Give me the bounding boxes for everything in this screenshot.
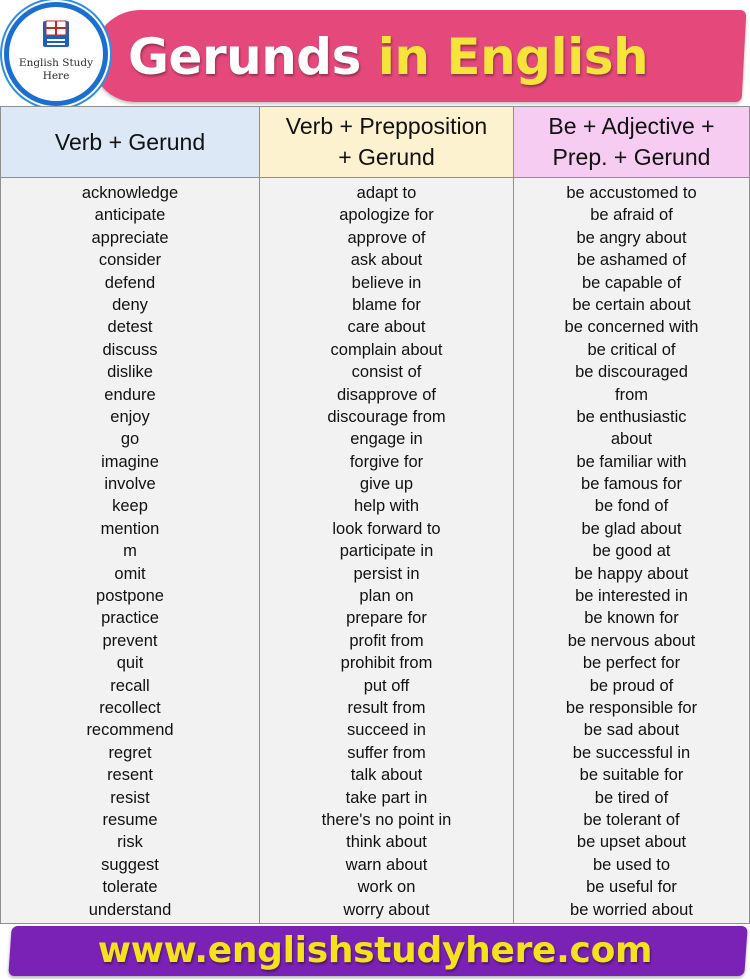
list-item: be familiar with	[576, 452, 687, 471]
list-item: resent	[107, 766, 153, 785]
list-item: discuss	[102, 340, 158, 359]
title-word-in-english: in English	[377, 28, 649, 86]
list-item: believe in	[351, 273, 422, 292]
list-item: prepare for	[346, 609, 427, 628]
list-item: dislike	[107, 363, 153, 382]
list-item: be critical of	[587, 340, 676, 359]
list-item: deny	[112, 295, 148, 314]
list-item: resume	[102, 810, 158, 829]
page-title	[128, 22, 648, 92]
website-link[interactable]: www.englishstudyhere.com	[97, 930, 653, 971]
list-item: be enthusiastic	[576, 407, 687, 426]
list-item: be good at	[592, 542, 671, 561]
column-heading	[1, 107, 259, 178]
list-item: be sad about	[583, 721, 680, 740]
list-item: disapprove of	[336, 385, 437, 404]
word-list	[514, 178, 749, 921]
list-item: be certain about	[572, 295, 691, 314]
site-logo[interactable]	[4, 2, 108, 106]
heading-line: Verb + Prepposition	[285, 113, 488, 139]
list-item: defend	[104, 273, 156, 292]
list-item: involve	[104, 475, 156, 494]
list-item: plan on	[359, 587, 414, 606]
list-item: work on	[357, 878, 416, 897]
column-heading	[514, 107, 749, 178]
list-item: appreciate	[91, 228, 169, 247]
list-item: be perfect for	[582, 654, 681, 673]
list-item: imagine	[101, 452, 159, 471]
list-item: mention	[100, 519, 160, 538]
list-item: resist	[110, 788, 150, 807]
list-item: persist in	[353, 564, 420, 583]
list-item: be used to	[592, 855, 671, 874]
column-verb-preposition-gerund	[260, 107, 514, 923]
list-item: be glad about	[581, 519, 682, 538]
list-item: be responsible for	[565, 698, 698, 717]
list-item: give up	[359, 475, 414, 494]
list-item: ask about	[350, 251, 423, 270]
list-item: about	[610, 430, 653, 449]
list-item: be successful in	[572, 743, 691, 762]
list-item: take part in	[345, 788, 428, 807]
list-item: prevent	[102, 631, 158, 650]
list-item: apologize for	[339, 206, 434, 225]
word-list	[260, 178, 513, 921]
heading-line: Verb + Gerund	[54, 128, 206, 155]
list-item: blame for	[352, 295, 421, 314]
book-icon	[40, 17, 74, 51]
header	[0, 0, 750, 106]
list-item: talk about	[350, 766, 423, 785]
list-item: help with	[353, 497, 420, 516]
heading-line: + Gerund	[338, 144, 435, 170]
list-item: quit	[116, 654, 144, 673]
word-list	[1, 178, 259, 921]
heading-line: Be + Adjective +	[548, 113, 715, 139]
list-item: be upset about	[576, 833, 687, 852]
list-item: be afraid of	[590, 206, 673, 225]
list-item: suggest	[101, 855, 159, 874]
list-item: be angry about	[576, 228, 687, 247]
list-item: engage in	[350, 430, 423, 449]
column-verb-gerund	[1, 107, 260, 923]
list-item: be interested in	[575, 587, 688, 606]
list-item: be famous for	[581, 475, 682, 494]
list-item: suffer from	[347, 743, 426, 762]
list-item: approve of	[347, 228, 426, 247]
list-item: be ashamed of	[576, 251, 687, 270]
list-item: be accustomed to	[566, 184, 697, 202]
list-item: be nervous about	[567, 631, 696, 650]
list-item: prohibit from	[340, 654, 433, 673]
list-item: be discouraged	[575, 363, 688, 382]
title-word-gerunds: Gerunds	[128, 28, 361, 86]
list-item: be suitable for	[579, 766, 684, 785]
list-item: look forward to	[332, 519, 441, 538]
list-item: there's no point in	[321, 810, 452, 829]
list-item: be useful for	[586, 878, 677, 897]
list-item: profit from	[349, 631, 424, 650]
list-item: be known for	[584, 609, 679, 628]
gerund-table	[0, 106, 750, 924]
list-item: understand	[88, 900, 172, 919]
list-item: put off	[363, 676, 410, 695]
list-item: complain about	[330, 340, 443, 359]
list-item: keep	[112, 497, 148, 516]
list-item: practice	[101, 609, 159, 628]
list-item: adapt to	[356, 184, 417, 202]
list-item: be concerned with	[564, 318, 699, 337]
list-item: be tired of	[594, 788, 669, 807]
list-item: be capable of	[581, 273, 682, 292]
list-item: forgive for	[349, 452, 424, 471]
list-item: warn about	[345, 855, 428, 874]
list-item: participate in	[339, 542, 434, 561]
list-item: endure	[104, 385, 156, 404]
list-item: be fond of	[594, 497, 669, 516]
list-item: think about	[346, 833, 427, 852]
list-item: risk	[117, 833, 143, 852]
list-item: m	[123, 542, 137, 561]
list-item: recollect	[99, 698, 161, 717]
list-item: anticipate	[94, 206, 166, 225]
list-item: omit	[114, 564, 146, 583]
list-item: care about	[347, 318, 426, 337]
list-item: be happy about	[574, 564, 689, 583]
list-item: from	[615, 385, 648, 404]
column-be-adjective-prep-gerund	[514, 107, 749, 923]
list-item: recommend	[86, 721, 174, 740]
column-heading	[260, 107, 513, 178]
logo-text: English Study Here	[18, 57, 94, 82]
list-item: enjoy	[110, 407, 150, 426]
heading-line: Prep. + Gerund	[552, 144, 711, 170]
list-item: worry about	[343, 900, 430, 919]
list-item: be worried about	[570, 900, 693, 919]
list-item: discourage from	[327, 407, 446, 426]
list-item: succeed in	[347, 721, 426, 740]
list-item: postpone	[96, 587, 164, 606]
list-item: go	[120, 430, 140, 449]
list-item: be tolerant of	[583, 810, 680, 829]
list-item: be proud of	[589, 676, 674, 695]
list-item: detest	[107, 318, 153, 337]
list-item: result from	[347, 698, 426, 717]
list-item: acknowledge	[81, 184, 179, 202]
footer	[0, 926, 750, 979]
list-item: regret	[108, 743, 152, 762]
list-item: tolerate	[102, 878, 158, 897]
list-item: consider	[98, 251, 162, 270]
list-item: consist of	[351, 363, 422, 382]
list-item: recall	[110, 676, 150, 695]
